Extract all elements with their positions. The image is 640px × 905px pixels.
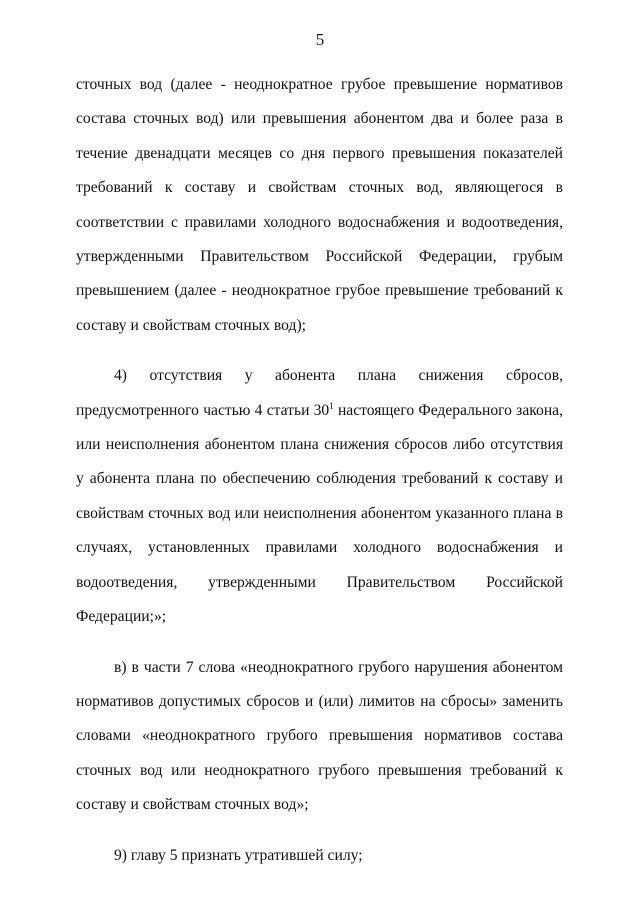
- paragraph-gap: [76, 343, 563, 359]
- paragraph-gap: [76, 823, 563, 839]
- paragraph-item-4: [76, 359, 563, 634]
- paragraph-gap: [76, 635, 563, 651]
- paragraph-continuation: сточных вод (далее - неоднократное грубое превышение нормативов состава сточных вод) или превышения абонентом два и более раза в течение двенадцати месяцев со дня первого превышения показателей требований к составу и свойствам сточных вод, являющегося в соответствии с правилами холодного водоснабжения и водоотведения, утвержденными Правительством Российской Федерации, грубым превышением (далее - неоднократное грубое превышение требований к составу и свойствам сточных вод);: [76, 76, 563, 334]
- paragraph-item-4-text-end: настоящего Федерального закона, или неисполнения абонентом плана снижения сбросов либо отсутствия у абонента плана по обеспечению соблюдения требований к составу и свойствам сточных вод или неисполнения абонентом указанного плана в случаях, установленных правилами холодного водоснабжения и водоотведения, утвержденными Правительством Российской Федерации;»;: [76, 401, 564, 626]
- paragraph-item-9: 9) главу 5 признать утратившей силу;: [114, 846, 363, 864]
- paragraph-item-v: в) в части 7 слова «неоднократного грубого нарушения абонентом нормативов допустимых сбросов и (или) лимитов на сбросы» заменить словами «неоднократного грубого превышения нормативов состава сточных вод или неоднократного грубого превышения требований к составу и свойствам сточных вод»;: [76, 658, 563, 814]
- paragraph-item-4-text-start: 4) отсутствия у абонента плана снижения сбросов, предусмотренного частью 4 статьи 30: [76, 367, 563, 419]
- superscript-1: 1: [329, 400, 334, 411]
- page-number: 5: [315, 30, 325, 49]
- document-body: [76, 68, 563, 873]
